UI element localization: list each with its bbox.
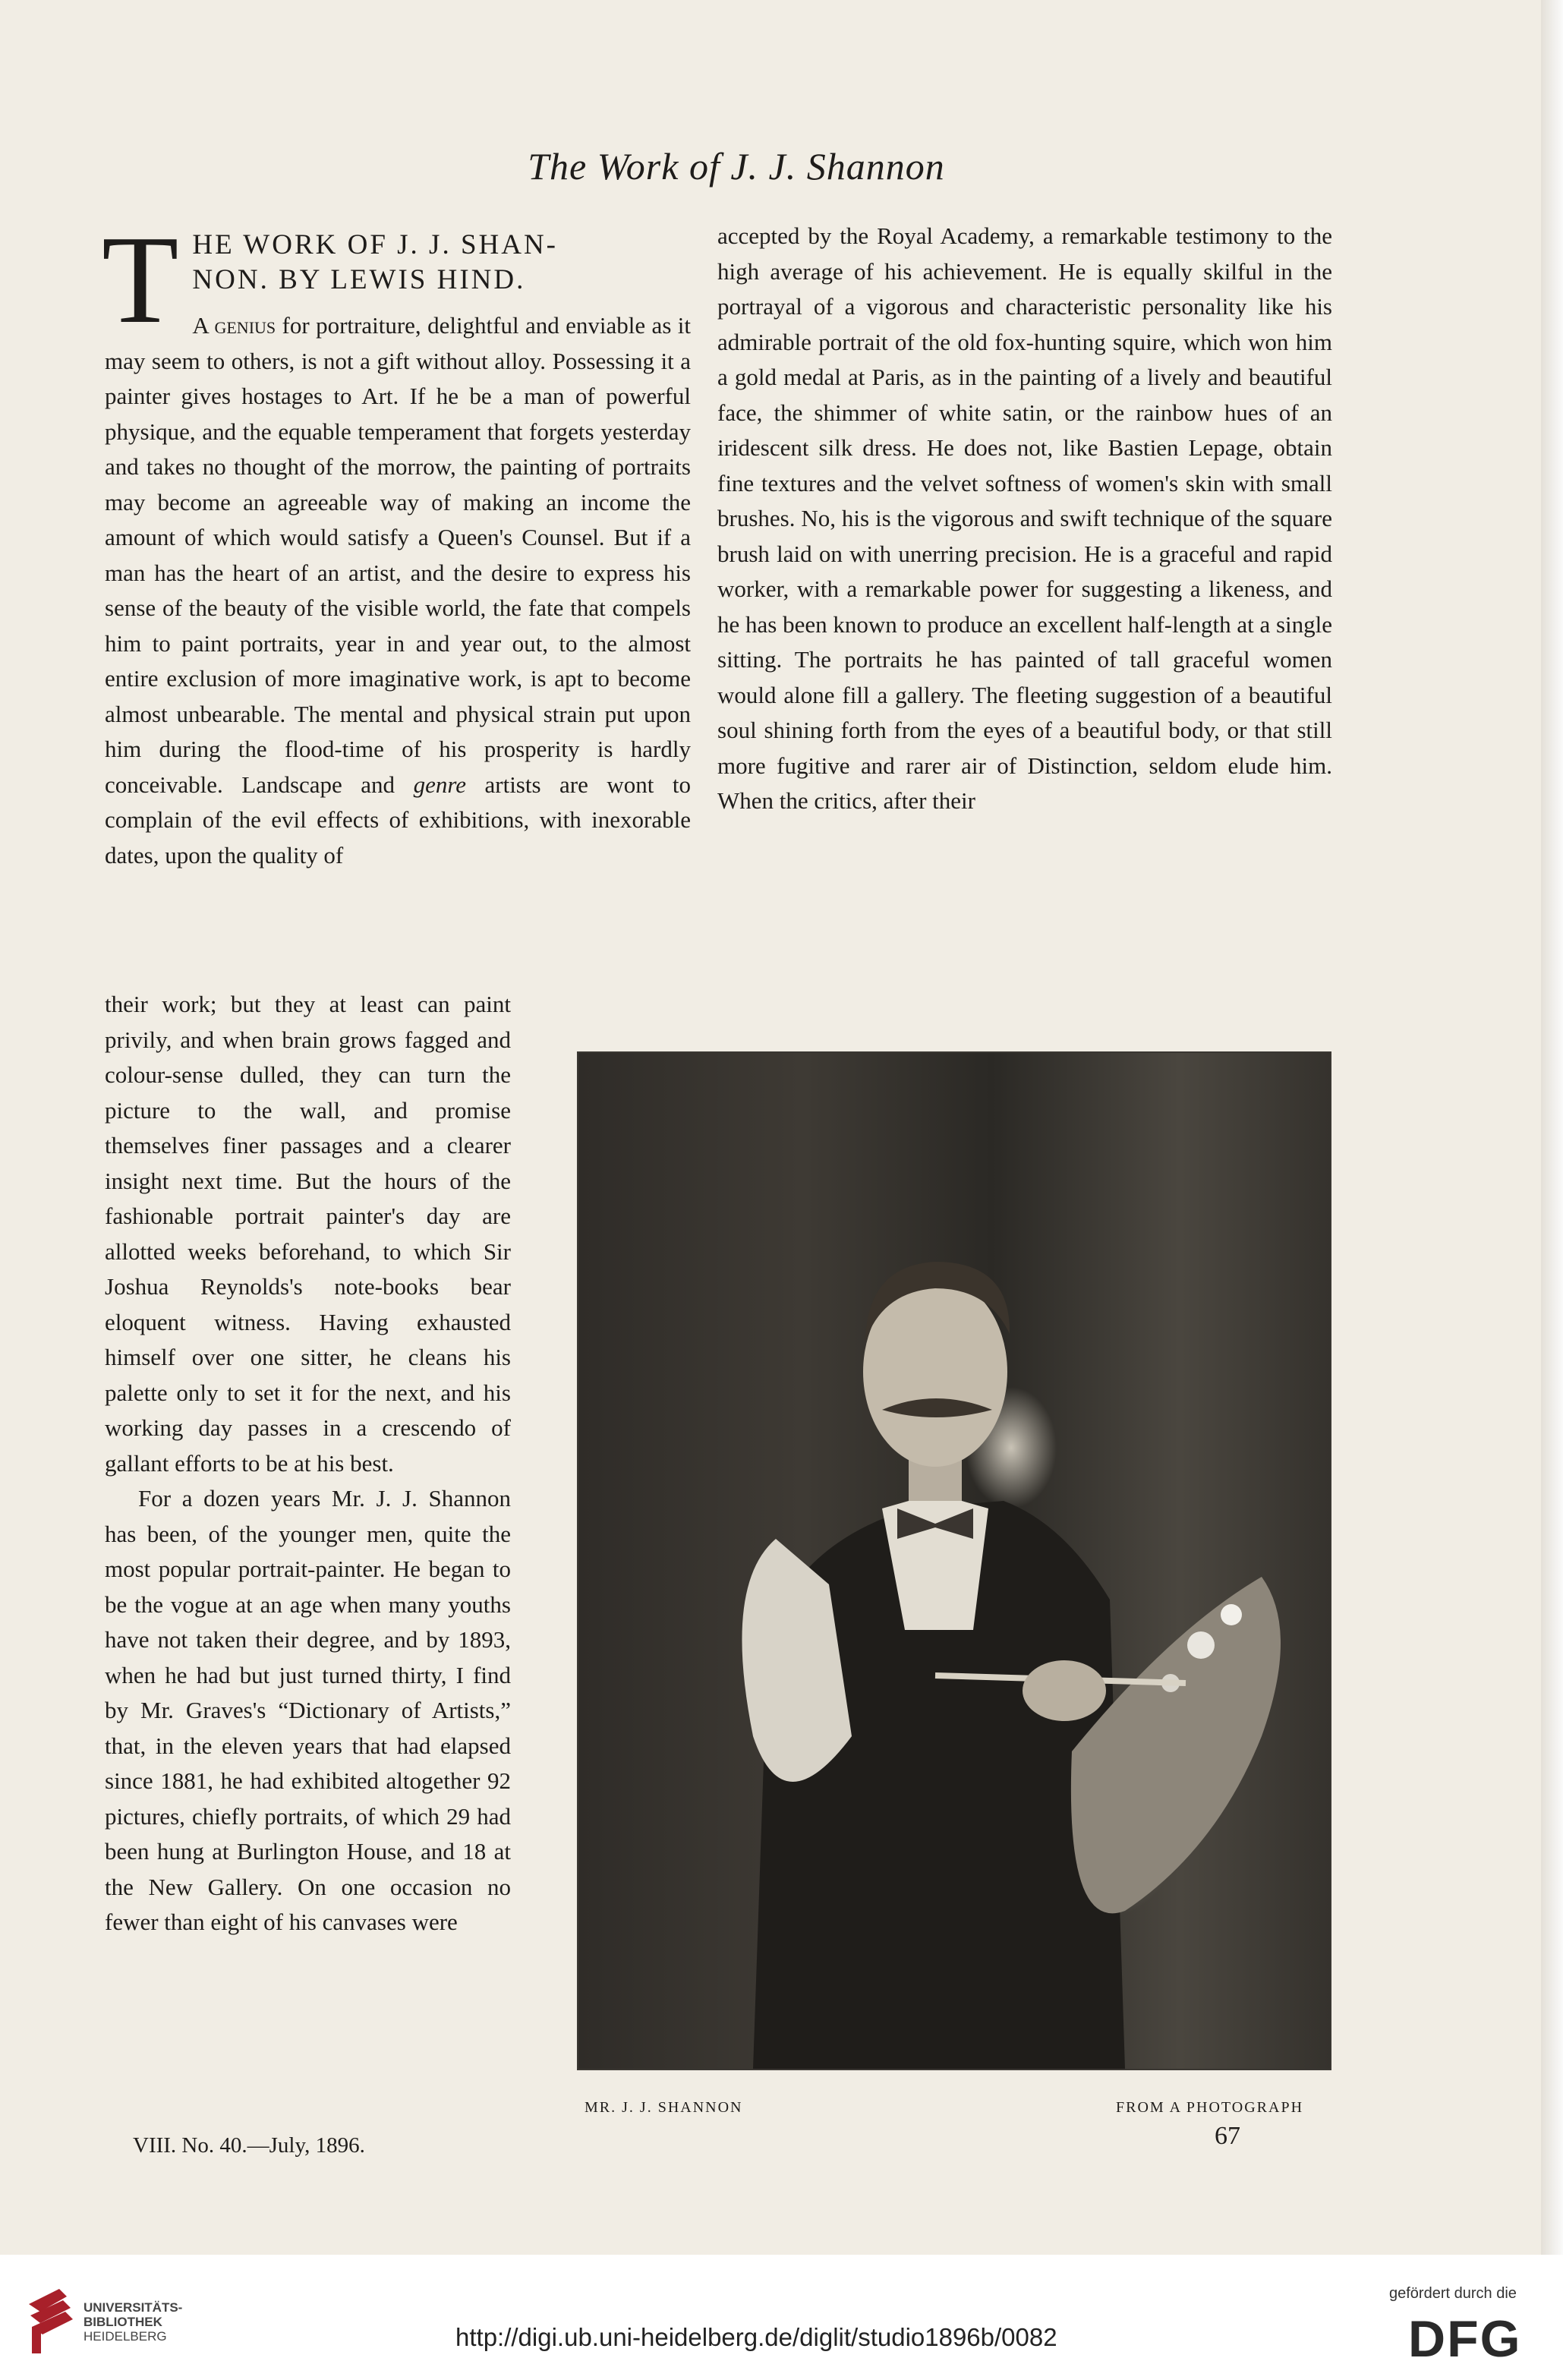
heading-line-2: NON. BY LEWIS HIND. — [192, 264, 526, 295]
opening-smallcaps: A genius — [192, 312, 276, 339]
page-edge — [1541, 0, 1563, 2255]
permalink-url[interactable]: http://digi.ub.uni-heidelberg.de/diglit/studio1896b/0082 — [455, 2323, 1057, 2351]
library-footer-bar — [0, 2255, 1563, 2380]
heading-line-1: HE WORK OF J. J. SHAN- — [192, 229, 559, 260]
genre-italic: genre — [413, 771, 466, 798]
paragraph-1-continued: their work; but they at least can paint privily, and when brain grows fagged and colour-sense dulled, they can turn the picture to the wall, and promise themselves finer passages and a clearer insight next time. But the hours of the fashionable portrait painter's day are allotted weeks beforehand, to which Sir Joshua Reynolds's note-books bear eloquent witness. Having exhausted himself over one sitter, he cleans his palette only to set it for the next, and his working day passes in a crescendo of gallant efforts to be at his best. — [105, 991, 511, 1477]
right-column-text: accepted by the Royal Academy, a remarkable testimony to the high average of his achievement. He is equally skilful in the portrayal of a vigorous and characteristic personality like his admirable portrait of the old fox-hunting squire, which won him a gold medal at Paris, as in the painting of a lively and beautiful face, the shimmer of white satin, or the rainbow hues of an iridescent silk dress. He does not, like Bastien Lepage, obtain fine textures and the velvet softness of women's skin with small brushes. No, his is the vigorous and swift technique of the square brush laid on with unerring precision. He is a graceful and rapid worker, with a remarkable power for suggesting a likeness, and he has been known to produce an excellent half-length at a single sitting. The portraits he has painted of tall graceful women would alone fill a gallery. The fleeting suggestion of a beautiful soul shining forth from the eyes of a beautiful body, or that still more fugitive and rarer air of Distinction, seldom elude him. When the critics, after their — [717, 222, 1333, 814]
dfg-logo-icon[interactable]: DFG — [1408, 2310, 1522, 2368]
ub-heidelberg-wordmark: UNIVERSITÄTS- BIBLIOTHEK HEIDELBERG — [84, 2300, 183, 2344]
volume-line: VIII. No. 40.—July, 1896. — [133, 2133, 365, 2158]
left-column-lower — [105, 987, 511, 1940]
photo-caption-source: FROM A PHOTOGRAPH — [1116, 2099, 1304, 2116]
right-column — [717, 219, 1332, 819]
drop-cap: T — [102, 210, 179, 349]
running-head: The Work of J. J. Shannon — [528, 145, 945, 188]
dfg-funding-label: gefördert durch die — [1389, 2285, 1517, 2302]
article-heading — [105, 228, 691, 298]
paragraph-2: For a dozen years Mr. J. J. Shannon has been, of the younger men, quite the most popular portrait-painter. He began to be the vogue at an age when many youths have not taken their degree, and by 1893, when he had but just turned thirty, I find by Mr. Graves's “Dictionary of Artists,” that, in the eleven years that had elapsed since 1881, he had exhibited altogether 92 pictures, chiefly portraits, of which 29 had been hung at Burlington House, and 18 at the New Gallery. On one occasion no fewer than eight of his canvases were — [105, 1485, 511, 1935]
page-number: 67 — [1215, 2122, 1240, 2150]
portrait-photograph — [577, 1051, 1331, 2070]
paragraph-1: A genius for portraiture, delightful and enviable as it may seem to others, is not a gift without alloy. Possessing it a painter gives hostages to Art. If he be a man of powerful physique, and the equable temperament that forgets yesterday and takes no thought of the morrow, the painting of portraits may become an agreeable way of making an income the amount of which would satisfy a Queen's Counsel. But if a man has the heart of an artist, and the desire to express his sense of the beauty of the visible world, the fate that compels him to paint portraits, year in and year out, to the almost entire exclusion of more imaginative work, is apt to become almost unbearable. The mental and physical strain put upon him during the flood-time of his prosperity is hardly conceivable. Landscape and genre artists are wont to complain of the evil effects of exhibitions, with inexorable dates, upon the quality of — [105, 312, 691, 868]
portrait-figure — [578, 1053, 1330, 2069]
left-column-upper — [102, 210, 691, 873]
photo-caption-subject: MR. J. J. SHANNON — [585, 2099, 743, 2116]
